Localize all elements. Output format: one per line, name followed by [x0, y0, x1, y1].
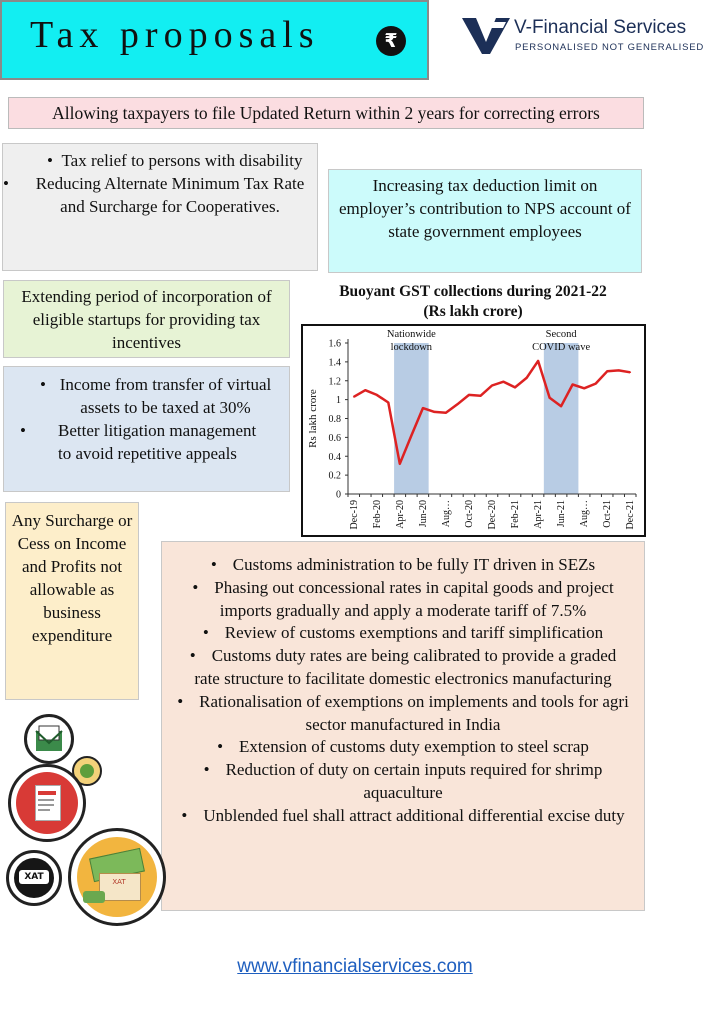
data-point	[572, 384, 574, 386]
data-point	[583, 388, 585, 390]
y-axis-label: Rs lakh crore	[307, 389, 319, 448]
x-tick-label: Aug…	[440, 500, 452, 528]
bullet-item: • Reducing Alternate Minimum Tax Rate and Surcharge for Cooperatives.	[3, 172, 317, 218]
rupee-icon: ₹	[376, 26, 406, 56]
x-tick-label: Dec-20	[487, 500, 498, 530]
money-stack-icon	[68, 828, 166, 926]
virtual-assets-box	[3, 366, 290, 492]
gst-chart	[301, 324, 646, 537]
data-point	[503, 381, 505, 383]
x-tick-label: Oct-21	[602, 500, 614, 528]
y-tick-label: 0	[336, 489, 341, 501]
data-point	[457, 404, 459, 406]
data-point	[537, 360, 539, 362]
data-point	[606, 371, 608, 373]
money-paper-label: XAT	[112, 878, 126, 886]
data-point	[445, 412, 447, 414]
data-point	[364, 389, 366, 391]
data-point	[491, 385, 493, 387]
bullet-item: • Customs administration to be fully IT driven in SEZs	[176, 554, 630, 577]
startups-box: Extending period of incorporation of eligible startups for providing tax incentives	[3, 280, 290, 358]
y-tick-label: 1.2	[328, 376, 341, 388]
y-tick-label: 0.2	[328, 470, 341, 482]
title-banner	[0, 0, 429, 80]
shaded-label: COVID wave	[532, 342, 591, 353]
page-title: Tax proposals	[30, 14, 320, 56]
updated-return-banner: Allowing taxpayers to file Updated Return within 2 years for correcting errors	[8, 97, 644, 129]
data-point	[595, 383, 597, 385]
vf-logo-icon	[462, 14, 512, 56]
bullet-item: • Unblended fuel shall attract additional differential excise duty	[176, 805, 630, 828]
bullet-item: • Extension of customs duty exemption to steel scrap	[176, 736, 630, 759]
shaded-region	[544, 343, 579, 494]
logo-tagline: PERSONALISED NOT GENERALISED	[515, 42, 705, 53]
bullet-item: • Income from transfer of virtual assets to be taxed at 30%	[4, 373, 289, 419]
xat-badge-icon	[6, 850, 62, 906]
chart-title	[300, 282, 646, 322]
y-tick-label: 1.6	[328, 338, 341, 350]
shaded-label: Second	[545, 329, 577, 340]
shaded-region	[394, 343, 429, 494]
website-link[interactable]: www.vfinancialservices.com	[237, 956, 473, 977]
company-logo	[462, 14, 705, 60]
bullet-item: • Rationalisation of exemptions on implements and tools for agri sector manufactured in India	[176, 691, 630, 737]
data-point	[376, 394, 378, 396]
logo-name: V-Financial Services	[514, 17, 687, 38]
data-point	[399, 463, 401, 465]
x-tick-label: Jun-20	[417, 500, 429, 528]
chart-title-main: Buoyant GST collections during 2021-22	[339, 283, 607, 300]
data-point	[468, 394, 470, 396]
data-point	[618, 370, 620, 372]
chart-subtitle: (Rs lakh crore)	[423, 303, 523, 320]
disability-box	[2, 143, 318, 271]
x-tick-label: Feb-21	[510, 500, 522, 529]
chart-svg	[303, 326, 644, 535]
x-tick-label: Dec-19	[348, 500, 360, 530]
x-tick-label: Feb-20	[371, 500, 383, 529]
data-point	[422, 407, 424, 409]
x-tick-label: Apr-20	[394, 500, 406, 529]
data-point	[353, 396, 355, 398]
x-tick-label: Apr-21	[533, 500, 545, 529]
y-tick-label: 0.6	[328, 432, 341, 444]
surcharge-box: Any Surcharge or Cess on Income and Profits not allowable as business expenditure	[5, 502, 139, 700]
x-tick-label: Aug…	[579, 500, 591, 528]
customs-box	[161, 541, 645, 911]
bullet-item: • Phasing out concessional rates in capital goods and project imports gradually and apply a moderate tariff of 7.5%	[176, 577, 630, 623]
nps-box: Increasing tax deduction limit on employer’s contribution to NPS account of state government employees	[328, 169, 642, 273]
exam-paper-icon	[8, 764, 86, 842]
y-tick-label: 0.8	[328, 414, 341, 425]
xat-badge-label: XAT	[19, 870, 49, 884]
data-point	[388, 402, 390, 404]
data-point	[480, 395, 482, 397]
bullet-item: • Tax relief to persons with disability	[3, 149, 317, 172]
data-point	[514, 387, 516, 389]
decorative-icons	[0, 712, 170, 932]
x-tick-label: Jun-21	[556, 500, 568, 528]
shaded-label: lockdown	[390, 342, 433, 353]
y-tick-label: 1.4	[328, 357, 341, 369]
x-tick-label: Dec-21	[625, 500, 637, 530]
data-point	[549, 397, 551, 399]
y-tick-label: 1	[336, 395, 341, 407]
data-point	[434, 411, 436, 413]
bullet-item: • Review of customs exemptions and tariff simplification	[176, 622, 630, 645]
bullet-item: • Reduction of duty on certain inputs required for shrimp aquaculture	[176, 759, 630, 805]
data-point	[411, 435, 413, 437]
x-tick-label: Oct-20	[463, 500, 475, 528]
data-point	[560, 405, 562, 407]
y-tick-label: 0.4	[328, 451, 341, 463]
bullet-item: • Better litigation management to avoid repetitive appeals	[4, 419, 289, 465]
bullet-item: • Customs duty rates are being calibrated to provide a graded rate structure to facilitate domestic electronics manufacturing	[176, 645, 630, 691]
xat-envelope-icon	[24, 714, 74, 764]
shaded-label: Nationwide	[386, 329, 436, 340]
data-point	[629, 371, 631, 373]
data-point	[526, 377, 528, 379]
